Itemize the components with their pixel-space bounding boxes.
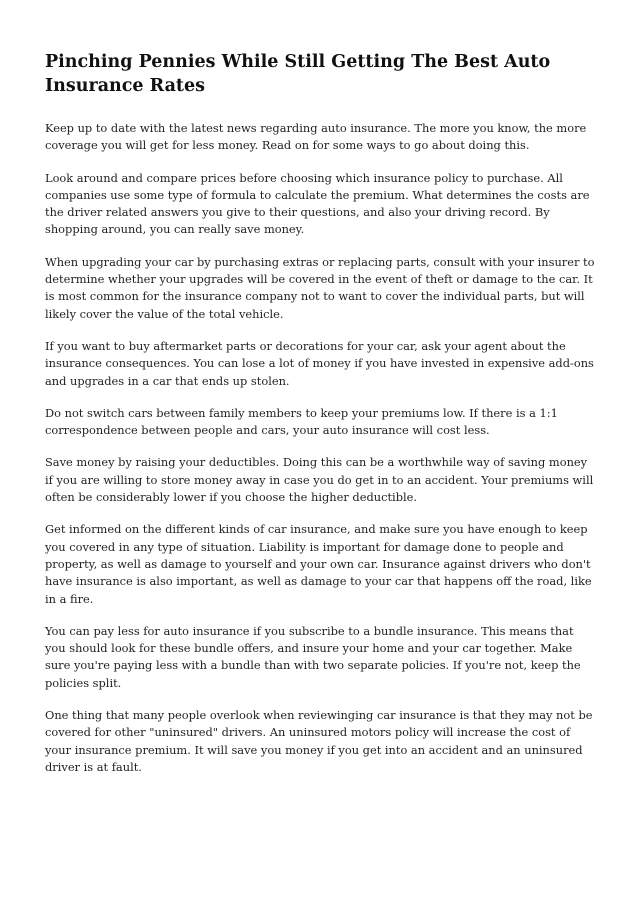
paragraph-9: One thing that many people overlook when reviewinging car insurance is that they may not be covered for other "uninsured" drivers. An uninsured motors policy will increase the cost of your insurance premium. It will save you money if you get into an accident and an uninsured driver is at fault. bbox=[45, 708, 593, 774]
document-title: Pinching Pennies While Still Getting The Best Auto Insurance Rates bbox=[45, 52, 551, 96]
paragraph-1: Keep up to date with the latest news regarding auto insurance. The more you know, the more coverage you will get for less money. Read on for some ways to go about doing this. bbox=[45, 121, 587, 153]
paragraph-2: Look around and compare prices before choosing which insurance policy to purchase. All companies use some type of formula to calculate the premium. What determines the costs are the driver related answers you give to their questions, and also your driving record. By shopping around, you can really save money. bbox=[45, 170, 590, 237]
paragraph-3: When upgrading your car by purchasing extras or replacing parts, consult with your insurer to determine whether your upgrades will be covered in the event of theft or damage to the car. It is most common for the insurance company not to want to cover the individual parts, but will likely cover the value of the total vehicle. bbox=[45, 254, 595, 321]
paragraph-7: Get informed on the different kinds of car insurance, and make sure you have enough to keep you covered in any type of situation. Liability is important for damage done to people and property, as well as damage to yourself and your own car. Insurance against drivers who don't have insurance is also important, as well as damage to your car that happens off the road, like in a fire. bbox=[45, 522, 592, 606]
paragraph-6: Save money by raising your deductibles. Doing this can be a worthwhile way of saving money if you are willing to store money away in case you do get in to an accident. Your premiums will often be considerably lower if you choose the higher deductible. bbox=[45, 455, 594, 505]
paragraph-8: You can pay less for auto insurance if you subscribe to a bundle insurance. This means that you should look for these bundle offers, and insure your home and your car together. Make sure you're paying less with a bundle than with two separate policies. If you're not, keep the policies split. bbox=[45, 623, 581, 690]
paragraph-4: If you want to buy aftermarket parts or decorations for your car, ask your agent about the insurance consequences. You can lose a lot of money if you have invested in expensive add-ons and upgrades in a car that ends up stolen. bbox=[45, 338, 594, 388]
paragraph-5: Do not switch cars between family members to keep your premiums low. If there is a 1:1 correspondence between people and cars, your auto insurance will cost less. bbox=[45, 405, 558, 438]
document-page bbox=[45, 50, 595, 791]
